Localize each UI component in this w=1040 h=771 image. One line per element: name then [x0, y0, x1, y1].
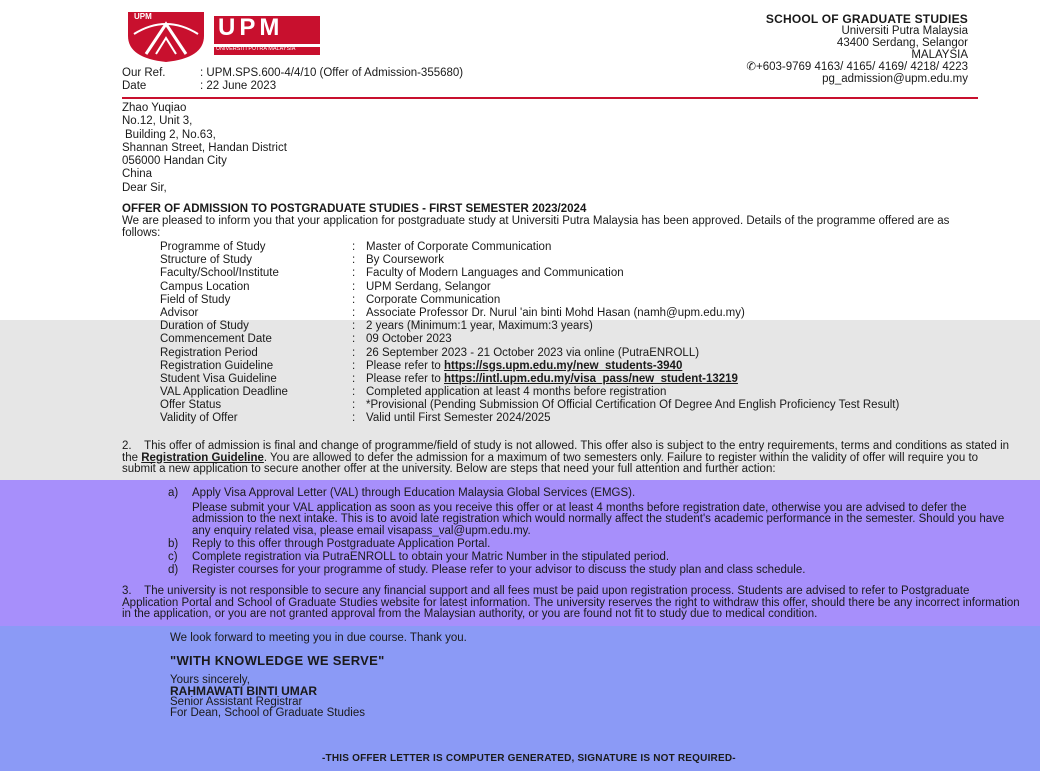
table-row: [160, 412, 899, 425]
detail-colon: :: [352, 346, 356, 359]
date-label: Date: [122, 80, 147, 92]
detail-value: Master of Corporate Communication: [366, 241, 552, 253]
list-item: [168, 488, 1010, 537]
reference-block: [122, 67, 463, 93]
detail-value: Corporate Communication: [366, 293, 501, 306]
detail-label: VAL Application Deadline: [160, 386, 288, 399]
step-label: d): [168, 563, 179, 576]
recipient-line: 056000 Handan City: [122, 155, 227, 168]
list-item: [168, 552, 1010, 564]
detail-colon: :: [352, 372, 356, 385]
step-text: Reply to this offer through Postgraduate Application Portal.: [192, 537, 491, 550]
closing-line: We look forward to meeting you in due course. Thank you.: [170, 632, 467, 644]
step-text: Apply Visa Approval Letter (VAL) through Education Malaysia Global Services (EMGS).: [192, 487, 636, 499]
phone-icon: ✆: [746, 61, 756, 73]
address-line: MALAYSIA: [911, 49, 968, 61]
table-row: [160, 307, 899, 320]
scan-band-blue: [0, 626, 1040, 771]
university-motto: "WITH KNOWLEDGE WE SERVE": [170, 653, 385, 668]
detail-colon: :: [352, 359, 356, 372]
recipient-address: [122, 102, 287, 195]
footer-note: -THIS OFFER LETTER IS COMPUTER GENERATED, SIGNATURE IS NOT REQUIRED-: [322, 753, 736, 764]
detail-label: Faculty/School/Institute: [160, 267, 279, 280]
detail-label: Duration of Study: [160, 320, 249, 333]
detail-value: By Coursework: [366, 254, 444, 267]
table-row: [160, 241, 899, 254]
detail-colon: :: [352, 241, 356, 253]
detail-label: Commencement Date: [160, 333, 272, 346]
address-line: 43400 Serdang, Selangor: [836, 37, 968, 49]
detail-value: *Provisional (Pending Submission Of Official Certification Of Degree And English Proficiency Test Result): [366, 399, 900, 412]
list-item: [168, 565, 1010, 577]
detail-colon: :: [352, 267, 356, 280]
detail-colon: :: [352, 412, 356, 425]
step-text: Complete registration via PutraENROLL to obtain your Matric Number in the stipulated period.: [192, 550, 670, 563]
detail-label: Programme of Study: [160, 241, 266, 253]
signatory-position: Senior Assistant Registrar: [170, 696, 303, 708]
detail-label: Campus Location: [160, 280, 250, 293]
detail-label: Advisor: [160, 306, 199, 319]
signatory-for: For Dean, School of Graduate Studies: [170, 707, 365, 719]
detail-colon: :: [352, 254, 356, 267]
detail-value: Faculty of Modern Languages and Communication: [366, 267, 624, 280]
detail-value: [366, 373, 899, 386]
recipient-line: China: [122, 168, 153, 181]
table-row: [160, 347, 899, 360]
detail-prefix: Please refer to: [366, 359, 444, 372]
detail-label: Registration Period: [160, 346, 258, 359]
guideline-link[interactable]: https://intl.upm.edu.my/visa_pass/new_student-13219: [443, 372, 738, 385]
letterhead-address: [746, 13, 968, 85]
salutation: Dear Sir,: [122, 181, 167, 194]
detail-value: UPM Serdang, Selangor: [366, 280, 491, 293]
detail-colon: :: [352, 333, 356, 346]
step-label: a): [168, 487, 179, 499]
step-text: Register courses for your programme of study. Please refer to your advisor to discuss the study plan and class schedule.: [192, 563, 806, 576]
step-subtext: Please submit your VAL application as soon as you receive this offer or at least 4 months before registration date, otherwise you are advised to defer the admission to the next intake. This is to avoid late registration which would normally affect the student's academic performance in the semester. Should you have any enquiry related visa, please email visapass_val@upm.edu.my.: [192, 501, 1005, 537]
paragraph-text: This offer of admission is final and change of programme/field of study is not allowed. This offer also is subject to the entry requirements, terms and conditions as stated in the: [122, 440, 1010, 464]
detail-value: Valid until First Semester 2024/2025: [366, 412, 551, 425]
detail-colon: :: [352, 320, 356, 333]
school-name: SCHOOL OF GRADUATE STUDIES: [765, 12, 968, 26]
table-row: [160, 373, 899, 386]
date-value: : 22 June 2023: [200, 80, 277, 92]
guideline-link[interactable]: https://sgs.upm.edu.my/new_students-3940: [443, 359, 683, 372]
upm-logo: [126, 10, 326, 62]
detail-value: Associate Professor Dr. Nurul 'ain binti Mohd Hasan (namh@upm.edu.my): [366, 306, 745, 319]
recipient-line: No.12, Unit 3,: [122, 115, 193, 128]
detail-colon: :: [352, 386, 356, 399]
paragraph-number: 2.: [122, 440, 132, 452]
detail-label: Validity of Offer: [160, 412, 238, 425]
detail-value: 26 September 2023 - 21 October 2023 via online (PutraENROLL): [366, 346, 700, 359]
step-label: b): [168, 537, 179, 550]
our-ref-value: : UPM.SPS.600-4/4/10 (Offer of Admission-355680): [200, 67, 464, 79]
detail-label: Registration Guideline: [160, 359, 274, 372]
table-row: [160, 399, 899, 412]
detail-value: 2 years (Minimum:1 year, Maximum:3 years): [366, 320, 593, 333]
detail-colon: :: [352, 293, 356, 306]
letter-title: OFFER OF ADMISSION TO POSTGRADUATE STUDIES - FIRST SEMESTER 2023/2024: [122, 203, 587, 215]
detail-label: Offer Status: [160, 399, 222, 412]
table-row: [160, 267, 899, 280]
signatory-name: RAHMAWATI BINTI UMAR: [170, 684, 318, 698]
paragraph-text: . You are allowed to defer the admission for a maximum of two semesters only. Failure to register within the validity of offer will require you to submit a new application to secure another offer at the university. Below are steps that need your full attention and further action:: [122, 451, 979, 475]
detail-prefix: Please refer to: [366, 372, 444, 385]
signature-block: [170, 675, 365, 719]
detail-value: 09 October 2023: [366, 333, 452, 346]
phone-number: +603-9769 4163/ 4165/ 4169/ 4218/ 4223: [756, 61, 968, 73]
address-line: Universiti Putra Malaysia: [841, 25, 968, 37]
paragraph-2: [122, 441, 1012, 476]
table-row: [160, 320, 899, 333]
table-row: [160, 333, 899, 346]
detail-label: Student Visa Guideline: [160, 372, 277, 385]
detail-label: Field of Study: [160, 293, 231, 306]
paragraph-3: 3. The university is not responsible to secure any financial support and all fees must be paid upon registration process. Students are advised to refer to Postgraduate Application Portal and School of Graduate Studies website for latest information. The university reserves the right to withdraw this offer, should there be any incorrect information in the application, or you are not granted approval from the Malaysian authority, or you are found not fit to study due to medical condition.: [122, 585, 1023, 620]
registration-guideline-ref: Registration Guideline: [141, 451, 264, 464]
step-label: c): [168, 550, 178, 563]
recipient-line: Shannan Street, Handan District: [122, 141, 287, 154]
recipient-line: Building 2, No.63,: [125, 128, 216, 141]
detail-colon: :: [352, 280, 356, 293]
table-row: [160, 294, 899, 307]
table-row: [160, 254, 899, 267]
detail-value: [366, 360, 899, 373]
contact-email: pg_admission@upm.edu.my: [822, 73, 968, 85]
header-divider: [122, 97, 978, 99]
table-row: [160, 281, 899, 294]
valediction: Yours sincerely,: [170, 674, 250, 686]
programme-details-table: [160, 241, 899, 426]
our-ref-label: Our Ref.: [122, 67, 166, 79]
logo-subtext: UNIVERSITI PUTRA MALAYSIA: [216, 46, 296, 52]
detail-colon: :: [352, 399, 356, 412]
table-row: [160, 386, 899, 399]
action-steps-list: [168, 488, 1010, 578]
detail-label: Structure of Study: [160, 254, 253, 267]
recipient-line: Zhao Yuqiao: [122, 102, 187, 114]
detail-colon: :: [352, 306, 356, 319]
list-item: [168, 539, 1010, 551]
table-row: [160, 360, 899, 373]
logo-wordmark: UPM: [218, 14, 284, 41]
intro-paragraph: We are pleased to inform you that your application for postgraduate study at Universiti Putra Malaysia has been approved. Details of the programme offered are as follows:: [122, 215, 950, 239]
logo-shield-text: UPM: [134, 12, 152, 21]
detail-value: Completed application at least 4 months before registration: [366, 386, 667, 399]
